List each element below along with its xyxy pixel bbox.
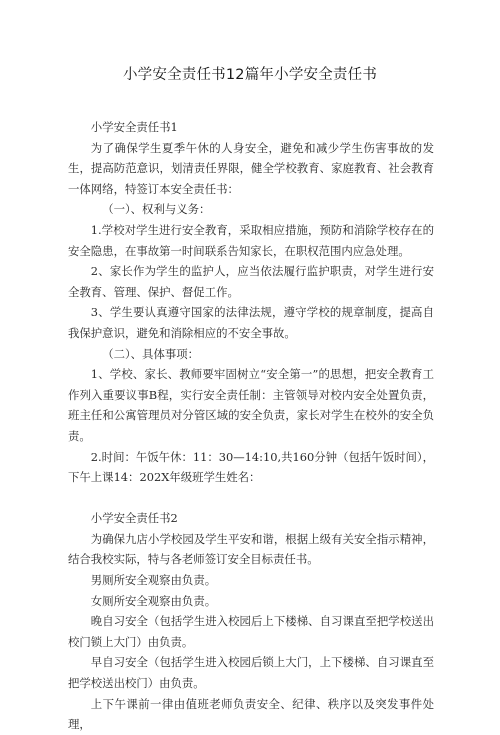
section-2-paragraph: 早自习安全（包括学生进入校园后锁上大门，上下楼梯、自习课直至把学校送出校门）由负责。 xyxy=(68,655,434,691)
section-2-paragraph: 为确保九店小学校园及学生平安和谐，根据上级有关安全指示精神，结合我校实际，特与各老师签订安全目标责任书。 xyxy=(68,531,434,567)
section-2-paragraph: 女厕所安全观察由负责。 xyxy=(90,593,217,608)
section-1-item: 2、家长作为学生的监护人，应当依法履行监护职责，对学生进行安全教育、管理、保护、督促工作。 xyxy=(68,264,434,299)
document-title: 小学安全责任书12篇年小学安全责任书 xyxy=(122,67,378,83)
section-2-paragraph: 晚自习安全（包括学生进入校园后上下楼梯、自习课直至把学校送出校门锁上大门）由负责。 xyxy=(68,614,434,649)
section-2-paragraph: 男厕所安全观察由负责。 xyxy=(90,573,217,588)
document-body xyxy=(68,117,434,735)
section-2-paragraph: 上下午课前一律由值班老师负责安全、纪律、秩序以及突发事件处理， xyxy=(68,696,434,732)
section-1-heading: 小学安全责任书1 xyxy=(90,120,178,134)
section-1-intro: 为了确保学生夏季午休的人身安全，避免和减少学生伤害事故的发生，提高防范意识，划清责任界限，健全学校教育、家庭教育、社会教育一体网络，特签订本安全责任书： xyxy=(68,140,434,196)
section-1-item: 1.学校对学生进行安全教育，采取相应措施，预防和消除学校存在的安全隐患，在事故第一时间联系告知家长，在职权范围内应急处理。 xyxy=(68,222,434,258)
section-2-heading: 小学安全责任书2 xyxy=(90,511,178,526)
section-1-subheading-details: （二）、具体事项： xyxy=(102,346,200,361)
section-1-detail: 2.时间：午饭午休：11：30—14:10,共160分钟（包括午饭时间），下午上课14：202X年级班学生姓名： xyxy=(68,449,434,485)
section-1-detail: 1、学校、家长、教师要牢固树立“安全第一”的思想，把安全教育工作列入重要议事B程，实行安全责任制：主管领导对校内安全处置负责，班主任和公寓管理员对分管区域的安全负责，家长对学生在校外的安全负责。 xyxy=(68,367,434,443)
section-gap xyxy=(68,488,434,509)
section-1-subheading-rights: （一）、权利与义务： xyxy=(102,202,211,217)
section-1-item: 3、学生要认真遵守国家的法律法规，遵守学校的规章制度，提高自我保护意识，避免和消除相应的不安全事故。 xyxy=(68,305,434,340)
